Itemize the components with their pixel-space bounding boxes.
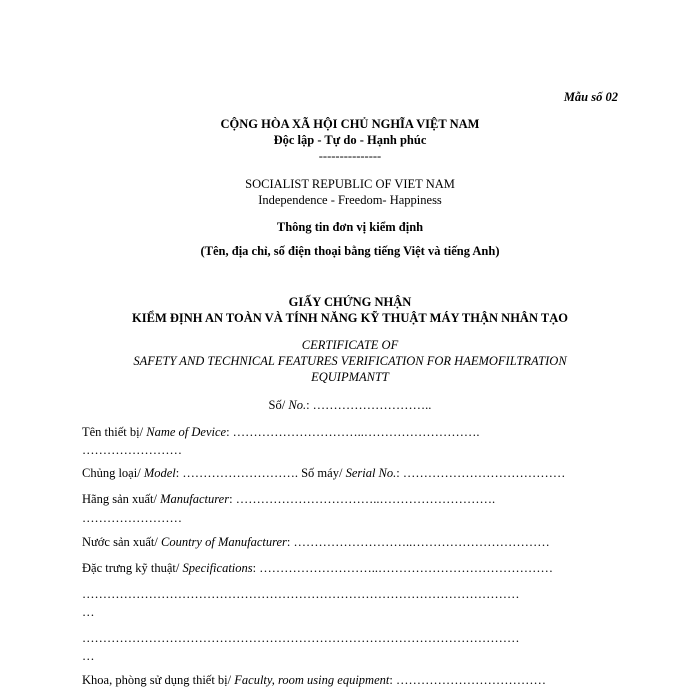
manufacturer-field [82, 491, 495, 507]
model-field [82, 465, 565, 481]
device-label-vi: Tên thiết bị/ [82, 425, 147, 439]
certificate-number [0, 397, 700, 413]
specs-label-en: Specifications [182, 561, 253, 575]
country-dots: : ………………………..…………………………… [286, 535, 550, 549]
serial-dots: : ………………………………… [396, 466, 566, 480]
country-label-vi: Nước sản xuất/ [82, 535, 161, 549]
title-vi-line2: KIỂM ĐỊNH AN TOÀN VÀ TÍNH NĂNG KỸ THUẬT MÁY THẬN NHÂN TẠO [132, 311, 568, 325]
device-dots: : …………………………..………………………. [226, 425, 480, 439]
serial-label-en: Serial No. [345, 466, 397, 480]
country-name-vi: CỘNG HÒA XÃ HỘI CHỦ NGHĨA VIỆT NAM [220, 117, 480, 131]
device-name-field [82, 424, 480, 440]
org-note: (Tên, địa chỉ, số điện thoại bằng tiếng Việt và tiếng Anh) [200, 244, 500, 258]
specifications-extra-line-2: …………………………………………………………………………………………… [82, 631, 520, 645]
motto-en: Independence - Freedom- Happiness [258, 193, 442, 207]
title-vi-line1: GIẤY CHỨNG NHẬN [288, 295, 412, 309]
number-label-en: No. [288, 398, 307, 412]
title-en-line3: EQUIPMANTT [311, 370, 389, 384]
country-field [82, 534, 550, 550]
manufacturer-label-vi: Hãng sản xuất/ [82, 492, 161, 506]
org-info: Thông tin đơn vị kiểm định [276, 220, 424, 234]
specs-dots: : ………………………..…………………………………… [252, 561, 553, 575]
specifications-extra-line-2-end: … [82, 649, 95, 663]
faculty-label-vi: Khoa, phòng sử dụng thiết bị/ [82, 673, 235, 687]
manufacturer-dots: : ……………………………..………………………. [229, 492, 496, 506]
faculty-label-en: Faculty, room using equipment [234, 673, 390, 687]
model-dots: : ………………………. [175, 466, 302, 480]
faculty-dots: : ……………………………… [389, 673, 546, 687]
specs-label-vi: Đặc trưng kỹ thuật/ [82, 561, 183, 575]
specifications-extra-line-1-end: … [82, 605, 95, 619]
country-name-en: SOCIALIST REPUBLIC OF VIET NAM [245, 177, 455, 191]
manufacturer-label-en: Manufacturer [160, 492, 230, 506]
model-label-en: Model [143, 466, 176, 480]
device-name-field-cont: …………………… [82, 443, 182, 457]
device-label-en: Name of Device [146, 425, 227, 439]
title-en-line2: SAFETY AND TECHNICAL FEATURES VERIFICATION FOR HAEMOFILTRATION [133, 354, 567, 368]
specifications-field [82, 560, 553, 576]
faculty-field [82, 672, 546, 688]
number-label-vi: Số/ [268, 398, 289, 412]
motto-vi: Độc lập - Tự do - Hạnh phúc [273, 133, 427, 147]
manufacturer-field-cont: …………………… [82, 511, 182, 525]
country-label-en: Country of Manufacturer [161, 535, 287, 549]
serial-label-vi: Số máy/ [301, 466, 346, 480]
header-separator: --------------- [318, 149, 382, 163]
number-dots: : ……………………….. [306, 398, 432, 412]
form-code: Mẫu số 02 [563, 90, 618, 104]
model-label-vi: Chủng loại/ [82, 466, 144, 480]
specifications-extra-line-1: …………………………………………………………………………………………… [82, 587, 520, 601]
title-en-line1: CERTIFICATE OF [301, 338, 399, 352]
